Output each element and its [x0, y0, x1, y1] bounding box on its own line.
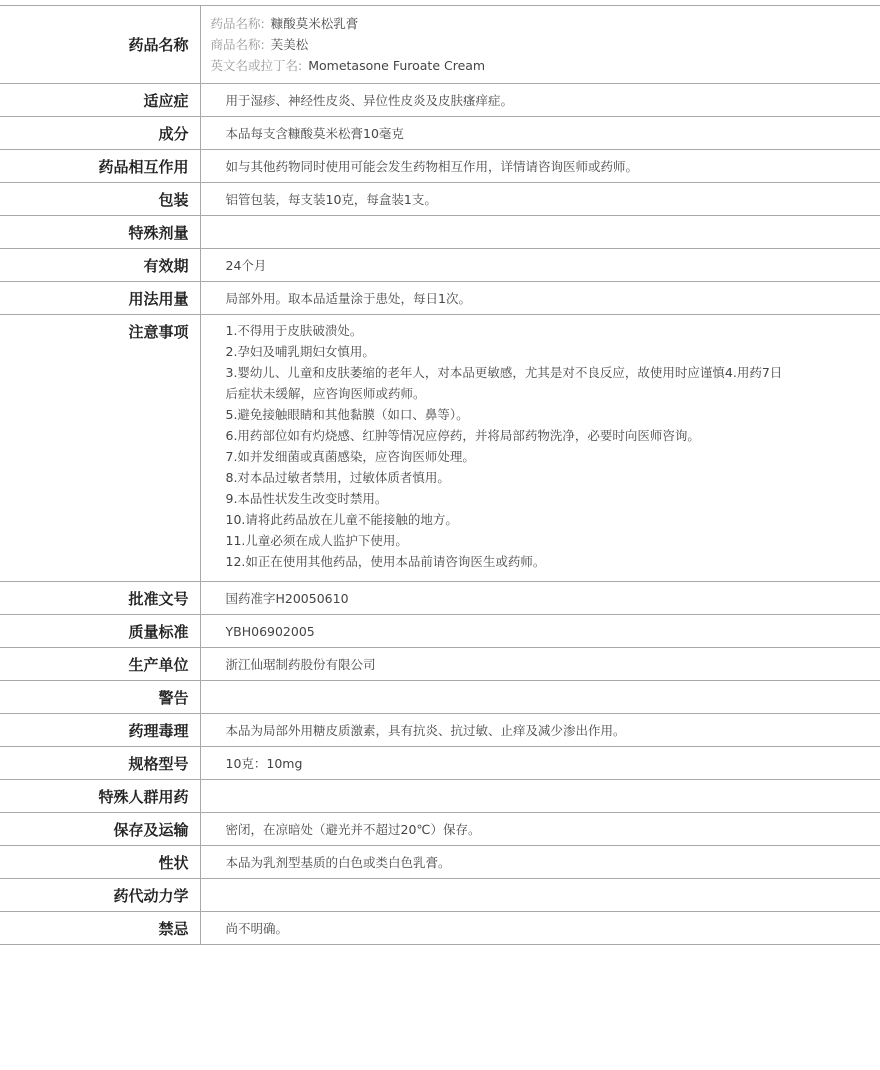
- generic-name-line: [211, 13, 880, 34]
- row-label: 批准文号: [0, 582, 200, 615]
- row-warning: [0, 681, 880, 714]
- drug-name-details: [200, 6, 880, 84]
- precaution-item: 6.用药部位如有灼烧感、红肿等情况应停药，并将局部药物洗净，必要时向医师咨询。: [225, 428, 700, 443]
- trade-name-line: [211, 34, 880, 55]
- row-storage: [0, 813, 880, 846]
- generic-name-value: 糠酸莫米松乳膏: [270, 16, 359, 31]
- row-drug-name: [0, 6, 880, 84]
- row-value: 密闭，在凉暗处（避光并不超过20℃）保存。: [200, 813, 880, 846]
- row-approval-number: [0, 582, 880, 615]
- row-value: 国药准字H20050610: [200, 582, 880, 615]
- row-pharmacokinetics: [0, 879, 880, 912]
- row-label: 性状: [0, 846, 200, 879]
- row-shelf-life: [0, 249, 880, 282]
- row-value: 本品每支含糠酸莫米松膏10毫克: [200, 117, 880, 150]
- row-value: [200, 216, 880, 249]
- row-label: 规格型号: [0, 747, 200, 780]
- row-value: 如与其他药物同时使用可能会发生药物相互作用，详情请咨询医师或药师。: [200, 150, 880, 183]
- generic-name-key: 药品名称:: [210, 16, 265, 31]
- row-packaging: [0, 183, 880, 216]
- row-value: 局部外用。取本品适量涂于患处，每日1次。: [200, 282, 880, 315]
- english-name-value: Mometasone Furoate Cream: [308, 58, 486, 73]
- row-dosage: [0, 282, 880, 315]
- row-pharmacology: [0, 714, 880, 747]
- row-interactions: [0, 150, 880, 183]
- row-label: 有效期: [0, 249, 200, 282]
- precaution-item: 10.请将此药品放在儿童不能接触的地方。: [225, 512, 458, 527]
- row-indications: [0, 84, 880, 117]
- row-manufacturer: [0, 648, 880, 681]
- row-special-populations: [0, 780, 880, 813]
- precaution-item: 9.本品性状发生改变时禁用。: [225, 491, 388, 506]
- row-label: 成分: [0, 117, 200, 150]
- precaution-item: 1.不得用于皮肤破溃处。: [225, 323, 363, 338]
- row-label: 药理毒理: [0, 714, 200, 747]
- row-label: 药品名称: [0, 6, 200, 84]
- row-label: 质量标准: [0, 615, 200, 648]
- precaution-item: 11.儿童必须在成人监护下使用。: [225, 533, 408, 548]
- english-name-key: 英文名或拉丁名:: [210, 58, 303, 73]
- row-specification: [0, 747, 880, 780]
- row-value: 浙江仙琚制药股份有限公司: [200, 648, 880, 681]
- row-label: 禁忌: [0, 912, 200, 945]
- precaution-item: 5.避免接触眼睛和其他黏膜（如口、鼻等）。: [225, 407, 469, 422]
- trade-name-key: 商品名称:: [210, 37, 265, 52]
- row-value: [200, 879, 880, 912]
- row-value: [200, 780, 880, 813]
- row-label: 保存及运输: [0, 813, 200, 846]
- row-label: 用法用量: [0, 282, 200, 315]
- row-value: 铝管包装，每支装10克，每盒装1支。: [200, 183, 880, 216]
- trade-name-value: 芙美松: [270, 37, 309, 52]
- row-label: 生产单位: [0, 648, 200, 681]
- row-value: 尚不明确。: [200, 912, 880, 945]
- row-label: 适应症: [0, 84, 200, 117]
- row-value: YBH06902005: [200, 615, 880, 648]
- precautions-list: [200, 315, 880, 582]
- row-value: 本品为局部外用糖皮质激素，具有抗炎、抗过敏、止痒及减少渗出作用。: [200, 714, 880, 747]
- row-label: 药品相互作用: [0, 150, 200, 183]
- precaution-item: 8.对本品过敏者禁用，过敏体质者慎用。: [225, 470, 450, 485]
- row-label: 注意事项: [0, 315, 200, 582]
- spec-table-body: [0, 6, 880, 945]
- row-label: 特殊剂量: [0, 216, 200, 249]
- row-appearance: [0, 846, 880, 879]
- row-value: 24个月: [200, 249, 880, 282]
- row-value: [200, 681, 880, 714]
- precaution-item: 7.如并发细菌或真菌感染，应咨询医师处理。: [225, 449, 475, 464]
- precaution-item: 3.婴幼儿、儿童和皮肤萎缩的老年人，对本品更敏感，尤其是对不良反应，故使用时应谨慎4.用药7日后症状未缓解，应咨询医师或药师。: [225, 365, 783, 401]
- row-precautions: [0, 315, 880, 582]
- row-special-dosage: [0, 216, 880, 249]
- row-label: 药代动力学: [0, 879, 200, 912]
- row-label: 特殊人群用药: [0, 780, 200, 813]
- row-ingredients: [0, 117, 880, 150]
- english-name-line: [211, 55, 880, 76]
- precaution-item: 2.孕妇及哺乳期妇女慎用。: [225, 344, 375, 359]
- row-value: 用于湿疹、神经性皮炎、异位性皮炎及皮肤瘙痒症。: [200, 84, 880, 117]
- row-value: 本品为乳剂型基质的白色或类白色乳膏。: [200, 846, 880, 879]
- row-quality-standard: [0, 615, 880, 648]
- precaution-item: 12.如正在使用其他药品，使用本品前请咨询医生或药师。: [225, 554, 546, 569]
- row-label: 警告: [0, 681, 200, 714]
- row-contraindications: [0, 912, 880, 945]
- row-label: 包装: [0, 183, 200, 216]
- row-value: 10克：10mg: [200, 747, 880, 780]
- drug-spec-table: [0, 5, 880, 945]
